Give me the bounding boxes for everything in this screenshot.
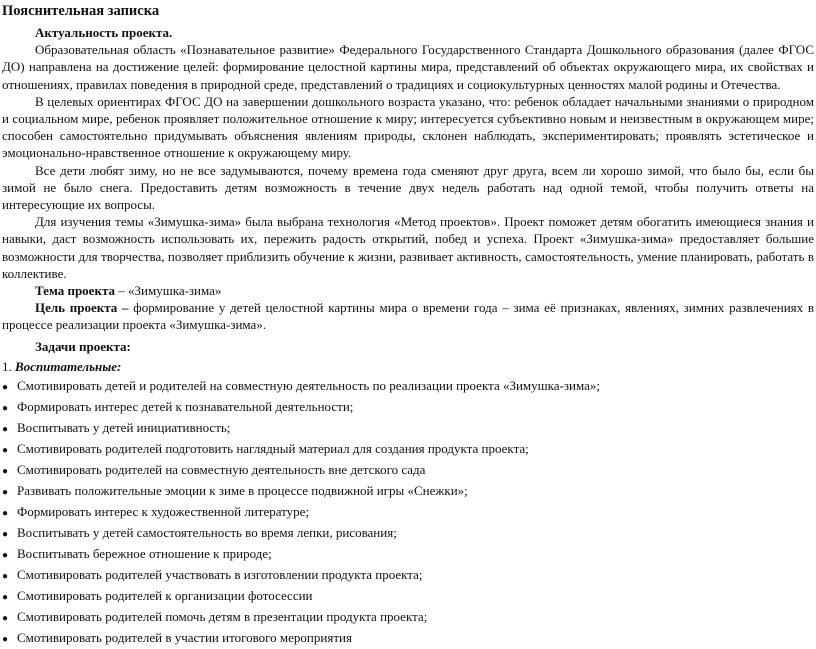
list-item-text: Развивать положительные эмоции к зиме в процессе подвижной игры «Снежки»; <box>17 483 468 499</box>
list-item-text: Смотивировать детей и родителей на совместную деятельность по реализации проекта «Зимушка-зима»; <box>17 378 600 394</box>
tasks-list <box>2 376 814 649</box>
list-item <box>2 439 814 460</box>
bullet-icon: ● <box>2 487 9 499</box>
project-theme-label: Тема проекта <box>35 283 115 299</box>
relevance-paragraph-1: Образовательная область «Познавательное развитие» Федерального Государственного Стандарта Дошкольного образования (далее ФГОС ДО) направлена на достижение целей: формирование целостной картины мира, представлений об объектах окружающего мира, их свойствах и отношениях, правилах поведения в природной среде, представлений о традициях и социокультурных ценностях малой родины и Отечества. <box>2 42 814 92</box>
bullet-icon: ● <box>2 382 9 394</box>
list-item-text: Формировать интерес к художественной литературе; <box>17 504 310 520</box>
list-item <box>2 544 814 565</box>
relevance-paragraph-4: Для изучения темы «Зимушка-зима» была выбрана технология «Метод проектов». Проект поможет детям обогатить имеющиеся знания и навыки, даст возможность использовать их, пережить радость открытий, побед и успеха. Проект «Зимушка-зима» предоставляет большие возможности для творчества, позволяет приблизить обучение к жизни, развивает активность, самостоятельность, умение планировать, работать в коллективе. <box>2 214 814 281</box>
project-goal-value: формирование у детей целостной картины мира о времени года – зима её признаках, явлениях, зимних развлечениях в процессе реализации проекта «Зимушка-зима». <box>2 300 815 333</box>
project-theme-value: – «Зимушка-зима» <box>115 283 222 299</box>
list-item <box>2 565 814 586</box>
bullet-icon: ● <box>2 592 9 604</box>
bullet-icon: ● <box>2 445 9 457</box>
list-item <box>2 376 814 397</box>
list-item <box>2 628 814 649</box>
document-page <box>0 2 816 646</box>
list-item <box>2 460 814 481</box>
list-item-text: Смотивировать родителей в участии итогового мероприятия <box>17 630 352 646</box>
list-item <box>2 418 814 439</box>
list-item-text: Воспитывать у детей самостоятельность во время лепки, рисования; <box>17 525 397 541</box>
list-item <box>2 481 814 502</box>
list-item-text: Смотивировать родителей подготовить наглядный материал для создания продукта проекта; <box>17 441 529 457</box>
list-item <box>2 502 814 523</box>
bullet-icon: ● <box>2 634 9 646</box>
tasks-section-label: Воспитательные: <box>15 358 122 374</box>
relevance-heading: Актуальность проекта. <box>35 25 173 40</box>
list-item-text: Смотивировать родителей к организации фотосессии <box>17 588 313 604</box>
project-goal <box>2 299 814 333</box>
tasks-section-number: 1. <box>2 358 12 374</box>
list-item-text: Воспитывать у детей инициативность; <box>17 420 231 436</box>
relevance-paragraph-3: Все дети любят зиму, но не все задумываются, почему времена года сменяют друг друга, всем ли хорошо зимой, что было бы, если бы зимой не было снега. Предоставить детям возможность в течение двух недель работать над одной темой, чтобы получить ответы на интересующие их вопросы. <box>2 162 814 213</box>
relevance-paragraph-2: В целевых ориентирах ФГОС ДО на завершении дошкольного возраста указано, что: ребенок обладает начальными знаниями о природном и социальном мире, ребенок проявляет положительное отношение к миру; интересуется субъективно новым и неизвестным в окружающем мире; способен самостоятельно придумывать объяснения явлениям природы, склонен наблюдать, экспериментировать; проявлять эстетическое и эмоционально-нравственное отношение к окружающему миру. <box>2 93 814 161</box>
list-item <box>2 523 814 544</box>
list-item-text: Смотивировать родителей помочь детям в презентации продукта проекта; <box>17 609 428 625</box>
tasks-section-upbringing <box>2 358 814 376</box>
tasks-heading: Задачи проекта: <box>35 338 131 354</box>
bullet-icon: ● <box>2 571 9 583</box>
bullet-icon: ● <box>2 424 9 436</box>
list-item-text: Смотивировать родителей участвовать в изготовлении продукта проекта; <box>17 567 423 583</box>
list-item <box>2 607 814 628</box>
project-goal-label: Цель проекта – <box>35 300 129 316</box>
bullet-icon: ● <box>2 529 9 541</box>
bullet-icon: ● <box>2 550 9 562</box>
bullet-icon: ● <box>2 403 9 415</box>
bullet-icon: ● <box>2 466 9 478</box>
list-item-text: Смотивировать родителей на совместную деятельность вне детского сада <box>17 462 426 478</box>
project-theme <box>2 282 814 299</box>
document-title: Пояснительная записка <box>2 3 160 19</box>
list-item-text: Формировать интерес детей к познавательной деятельности; <box>17 399 354 415</box>
bullet-icon: ● <box>2 508 9 520</box>
list-item <box>2 586 814 607</box>
bullet-icon: ● <box>2 613 9 625</box>
list-item <box>2 397 814 418</box>
list-item-text: Воспитывать бережное отношение к природе; <box>17 546 272 562</box>
